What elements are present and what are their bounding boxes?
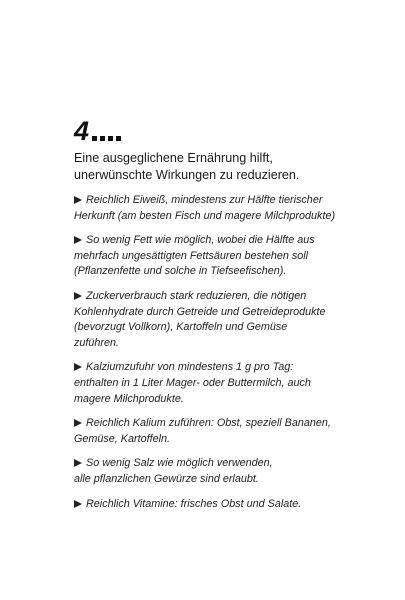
list-item: [74, 360, 394, 407]
item-text: enthalten in 1 Liter Mager- oder Buttermilch, auch: [74, 376, 311, 389]
item-text: Kalziumzufuhr von mindestens 1 g pro Tag:: [86, 361, 294, 374]
triangle-bullet-icon: [74, 459, 82, 467]
recommendation-list: [74, 193, 394, 521]
square-dot-icon: [92, 136, 97, 141]
intro-paragraph: [74, 150, 394, 184]
item-text: So wenig Salz wie möglich verwenden,: [86, 457, 273, 470]
item-text: Herkunft (am besten Fisch und magere Milchprodukte): [74, 209, 336, 222]
item-text: Kohlenhydrate durch Getreide und Getreideprodukte: [74, 305, 326, 318]
list-item: [74, 289, 394, 351]
square-dot-icon: [108, 136, 113, 141]
item-text: (bevorzugt Vollkorn), Kartoffeln und Gemüse: [74, 321, 288, 334]
intro-line: Eine ausgeglichene Ernährung hilft,: [74, 151, 273, 165]
triangle-bullet-icon: [74, 363, 82, 371]
square-dot-icon: [100, 136, 105, 141]
list-item: [74, 456, 394, 487]
item-text: alle pflanzlichen Gewürze sind erlaubt.: [74, 472, 259, 485]
item-text: Reichlich Vitamine: frisches Obst und Salate.: [86, 497, 302, 510]
item-text: mehrfach ungesättigten Fettsäuren bestehen soll: [74, 249, 309, 262]
triangle-bullet-icon: [74, 236, 82, 244]
list-item: [74, 193, 394, 224]
item-text: Reichlich Eiweiß, mindestens zur Hälfte tierischer: [86, 194, 323, 206]
triangle-bullet-icon: [74, 419, 82, 427]
triangle-bullet-icon: [74, 500, 82, 508]
list-item: [74, 497, 394, 513]
intro-line: unerwünschte Wirkungen zu reduzieren.: [74, 168, 300, 182]
triangle-bullet-icon: [74, 196, 82, 204]
section-heading: [74, 118, 121, 145]
section-number: 4: [74, 116, 90, 146]
list-item: [74, 416, 394, 447]
item-text: Gemüse, Kartoffeln.: [74, 432, 171, 445]
heading-dots-decoration: [92, 136, 121, 141]
item-text: (Pflanzenfette und solche in Tiefseefischen).: [74, 265, 287, 278]
square-dot-icon: [116, 136, 121, 141]
item-text: zuführen.: [74, 336, 120, 349]
list-item: [74, 233, 394, 280]
item-text: So wenig Fett wie möglich, wobei die Hälfte aus: [86, 234, 315, 247]
item-text: Reichlich Kalium zuführen: Obst, speziell Bananen,: [86, 417, 331, 430]
item-text: magere Milchprodukte.: [74, 392, 184, 405]
item-text: Zuckerverbrauch stark reduzieren, die nötigen: [86, 289, 307, 302]
triangle-bullet-icon: [74, 292, 82, 300]
